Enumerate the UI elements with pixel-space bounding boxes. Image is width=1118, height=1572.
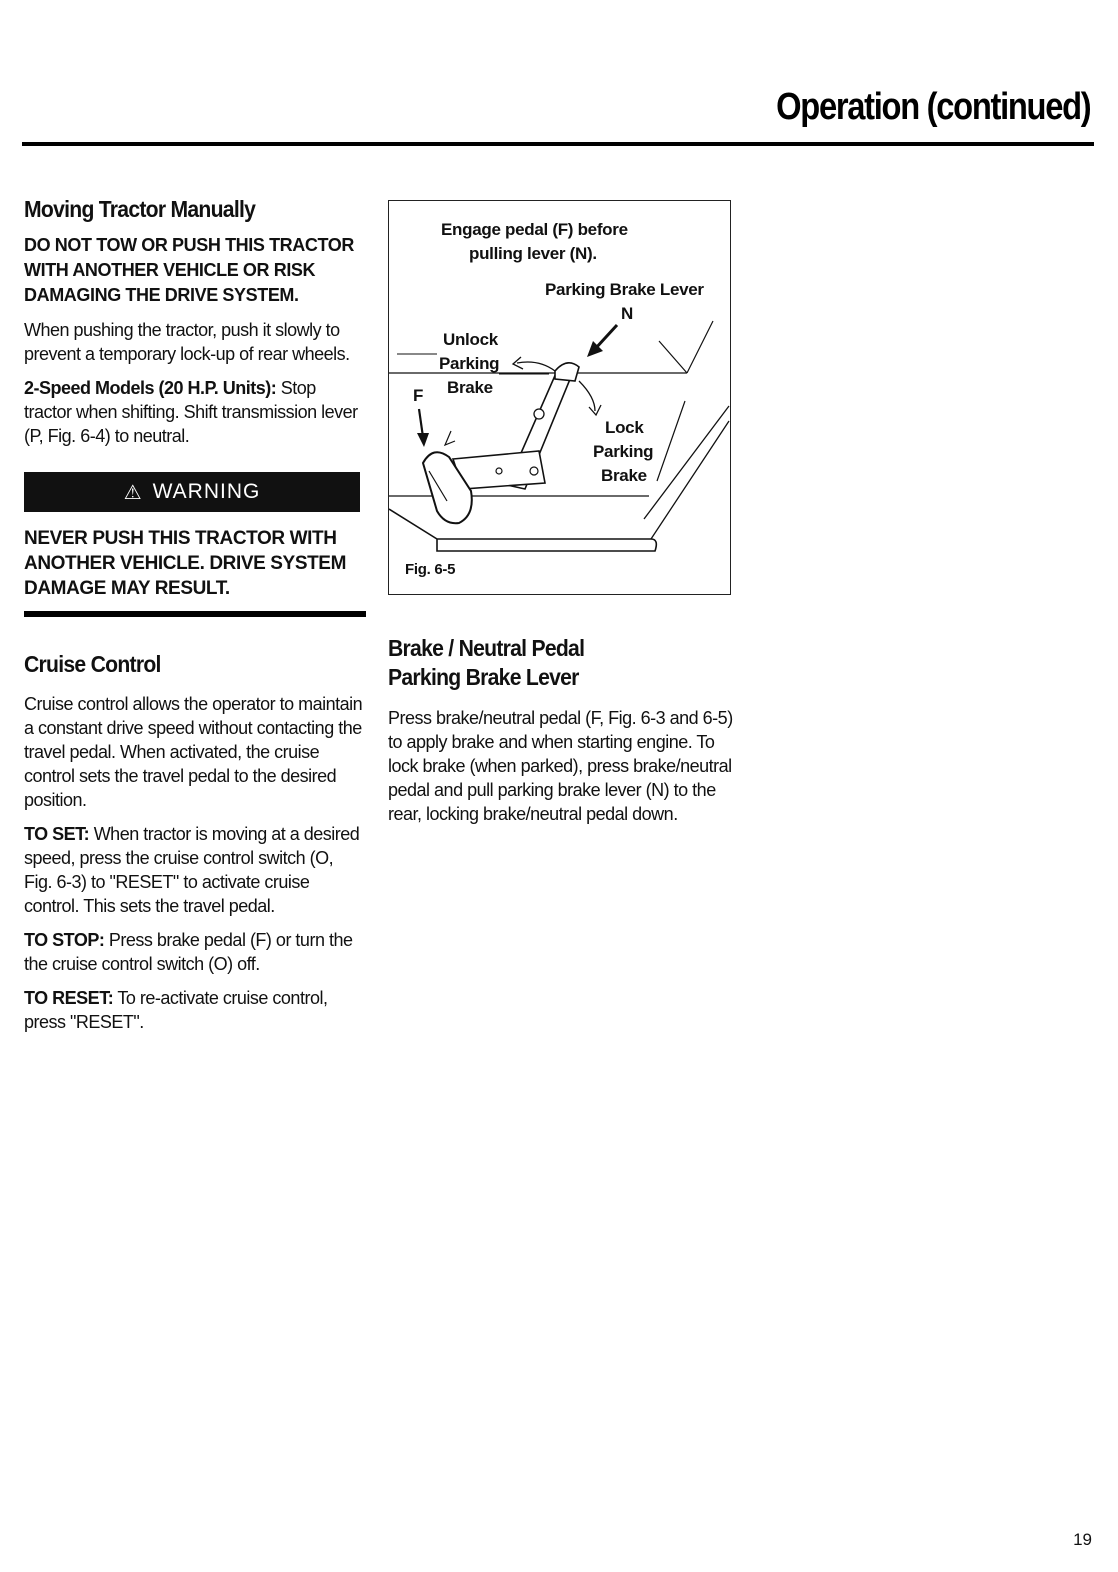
cruise-set-label: TO SET: bbox=[24, 824, 90, 844]
right-column bbox=[388, 634, 733, 836]
figure-note-line2: pulling lever (N). bbox=[469, 244, 597, 263]
warning-rule bbox=[24, 611, 366, 617]
cruise-stop-text: Press brake pedal (F) or turn the the cruise control switch (O) off. bbox=[24, 930, 353, 974]
warning-bar bbox=[24, 472, 360, 512]
figure-unlock-line1: Unlock bbox=[443, 330, 498, 349]
warning-text: NEVER PUSH THIS TRACTOR WITH ANOTHER VEHICLE. DRIVE SYSTEM DAMAGE MAY RESULT. bbox=[24, 528, 346, 599]
cruise-reset-text: To re-activate cruise control, press "RESET". bbox=[24, 988, 328, 1032]
brake-heading-line2: Parking Brake Lever bbox=[388, 664, 579, 690]
cruise-set-text: When tractor is moving at a desired speed, press the cruise control switch (O, Fig. 6-3) to "RESET" to activate cruise control. This sets the travel pedal. bbox=[24, 824, 360, 916]
left-column bbox=[24, 196, 364, 1044]
moving-tractor-paragraph: When pushing the tractor, push it slowly to prevent a temporary lock-up of rear wheels. bbox=[24, 320, 350, 364]
warning-label: WARNING bbox=[152, 480, 261, 503]
page-number: 19 bbox=[1073, 1530, 1092, 1549]
figure-lever-label: Parking Brake Lever bbox=[545, 280, 704, 299]
cruise-set bbox=[24, 822, 364, 918]
warning-triangle-icon: ⚠ bbox=[123, 481, 143, 504]
figure-lock-line3: Brake bbox=[601, 466, 647, 485]
two-speed-label: 2-Speed Models (20 H.P. Units): bbox=[24, 378, 277, 398]
figure-n-label: N bbox=[621, 304, 633, 323]
figure-note-line1: Engage pedal (F) before bbox=[441, 220, 628, 239]
figure-unlock-line2: Parking bbox=[439, 354, 500, 373]
cruise-reset-label: TO RESET: bbox=[24, 988, 114, 1008]
cruise-reset bbox=[24, 986, 364, 1034]
cruise-control-heading: Cruise Control bbox=[24, 651, 161, 677]
figure-lock-line1: Lock bbox=[605, 418, 644, 437]
cruise-stop bbox=[24, 928, 364, 976]
page-title: Operation (continued) bbox=[775, 86, 1090, 128]
brake-heading-line1: Brake / Neutral Pedal bbox=[388, 635, 585, 661]
two-speed-paragraph bbox=[24, 376, 364, 448]
two-speed-text: Stop tractor when shifting. Shift transmission lever (P, Fig. 6-4) to neutral. bbox=[24, 378, 358, 446]
figure-lock-line2: Parking bbox=[593, 442, 654, 461]
figure-6-5 bbox=[388, 200, 731, 595]
header-rule bbox=[22, 142, 1094, 146]
brake-paragraph: Press brake/neutral pedal (F, Fig. 6-3 and 6-5) to apply brake and when starting engine. To lock brake (when parked), press brake/neutral pedal and pull parking brake lever (N) to the rear, locking brake/neutral pedal down. bbox=[388, 708, 733, 824]
figure-caption: Fig. 6-5 bbox=[405, 561, 456, 578]
moving-tractor-heading: Moving Tractor Manually bbox=[24, 196, 256, 222]
figure-unlock-line3: Brake bbox=[447, 378, 493, 397]
cruise-intro: Cruise control allows the operator to maintain a constant drive speed without contacting the travel pedal. When activated, the cruise control sets the travel pedal to the desired position. bbox=[24, 694, 363, 810]
figure-f-label: F bbox=[413, 386, 424, 405]
cruise-stop-label: TO STOP: bbox=[24, 930, 105, 950]
moving-tractor-caution: DO NOT TOW OR PUSH THIS TRACTOR WITH ANOTHER VEHICLE OR RISK DAMAGING THE DRIVE SYSTEM. bbox=[24, 235, 354, 305]
